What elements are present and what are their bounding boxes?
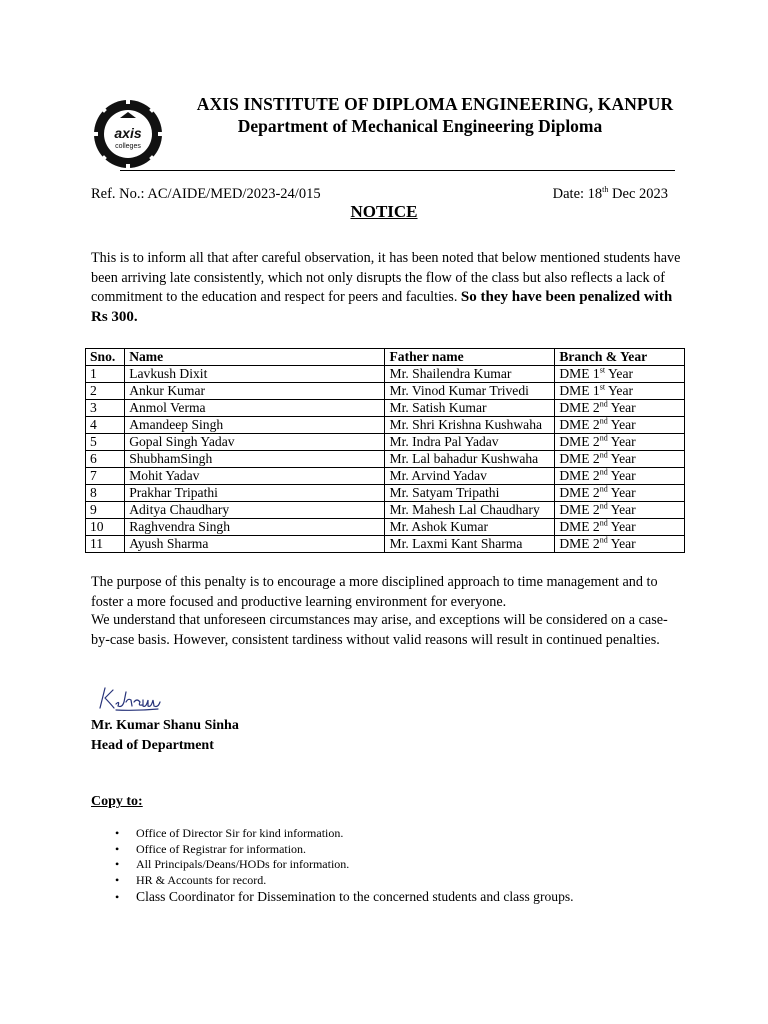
cell-name: Mohit Yadav <box>125 468 385 485</box>
handwritten-signature <box>96 684 166 712</box>
svg-text:axis: axis <box>114 125 142 141</box>
purpose-paragraph: The purpose of this penalty is to encourage a more disciplined approach to time management and to foster a more focused and productive learning environment for everyone. <box>91 574 658 610</box>
cell-father-name: Mr. Shri Krishna Kushwaha <box>385 417 555 434</box>
cell-name: Ayush Sharma <box>125 536 385 553</box>
cell-branch-year: DME 1st Year <box>555 383 685 400</box>
copy-to-item: • Office of Director Sir for kind information. <box>91 826 574 842</box>
cell-name: Prakhar Tripathi <box>125 485 385 502</box>
table-row <box>86 451 685 468</box>
signatory-name: Mr. Kumar Shanu Sinha <box>91 718 239 733</box>
cell-sno: 7 <box>86 468 125 485</box>
reference-number: Ref. No.: AC/AIDE/MED/2023-24/015 <box>91 186 321 202</box>
cell-sno: 1 <box>86 366 125 383</box>
table-row <box>86 417 685 434</box>
cell-father-name: Mr. Arvind Yadav <box>385 468 555 485</box>
copy-to-item: • Office of Registrar for information. <box>91 842 574 858</box>
table-body <box>86 366 685 553</box>
col-name: Name <box>125 349 385 366</box>
late-students-table <box>85 348 685 553</box>
table-row <box>86 536 685 553</box>
intro-paragraph: This is to inform all that after careful observation, it has been noted that below mentioned students have been arriving late consistently, which not only disrupts the flow of the class but also reflects a lack of commitment to the education and respect for peers and faculties. So they have been penalized with Rs 300. <box>91 250 681 325</box>
table-row <box>86 400 685 417</box>
cell-sno: 2 <box>86 383 125 400</box>
cell-name: Gopal Singh Yadav <box>125 434 385 451</box>
copy-to-list <box>91 826 574 906</box>
cell-name: Lavkush Dixit <box>125 366 385 383</box>
cell-father-name: Mr. Vinod Kumar Trivedi <box>385 383 555 400</box>
cell-branch-year: DME 2nd Year <box>555 417 685 434</box>
svg-text:colleges: colleges <box>115 143 141 150</box>
table-row <box>86 366 685 383</box>
institute-name: AXIS INSTITUTE OF DIPLOMA ENGINEERING, KANPUR <box>196 94 674 114</box>
table-row <box>86 519 685 536</box>
cell-father-name: Mr. Lal bahadur Kushwaha <box>385 451 555 468</box>
cell-father-name: Mr. Ashok Kumar <box>385 519 555 536</box>
cell-name: Aditya Chaudhary <box>125 502 385 519</box>
cell-name: Amandeep Singh <box>125 417 385 434</box>
cell-branch-year: DME 1st Year <box>555 366 685 383</box>
cell-branch-year: DME 2nd Year <box>555 519 685 536</box>
cell-branch-year: DME 2nd Year <box>555 468 685 485</box>
cell-branch-year: DME 2nd Year <box>555 485 685 502</box>
cell-sno: 4 <box>86 417 125 434</box>
notice-title: NOTICE <box>350 202 418 221</box>
cell-sno: 9 <box>86 502 125 519</box>
copy-to-item: • All Principals/Deans/HODs for information. <box>91 857 574 873</box>
cell-branch-year: DME 2nd Year <box>555 536 685 553</box>
cell-sno: 8 <box>86 485 125 502</box>
col-branch-year: Branch & Year <box>555 349 685 366</box>
cell-sno: 6 <box>86 451 125 468</box>
cell-branch-year: DME 2nd Year <box>555 434 685 451</box>
table-row <box>86 468 685 485</box>
cell-name: Anmol Verma <box>125 400 385 417</box>
copy-to-heading: Copy to: <box>91 794 143 809</box>
table-header-row <box>86 349 685 366</box>
signatory-title: Head of Department <box>91 738 214 753</box>
table-row <box>86 383 685 400</box>
cell-sno: 11 <box>86 536 125 553</box>
cell-branch-year: DME 2nd Year <box>555 502 685 519</box>
cell-father-name: Mr. Mahesh Lal Chaudhary <box>385 502 555 519</box>
cell-father-name: Mr. Indra Pal Yadav <box>385 434 555 451</box>
cell-father-name: Mr. Satyam Tripathi <box>385 485 555 502</box>
table-row <box>86 434 685 451</box>
copy-to-item: • Class Coordinator for Dissemination to the concerned students and class groups. <box>91 888 574 906</box>
cell-father-name: Mr. Satish Kumar <box>385 400 555 417</box>
penalty-statement: So they have been penalized with Rs 300. <box>91 289 673 325</box>
department-name: Department of Mechanical Engineering Diploma <box>237 116 603 136</box>
notice-date: Date: 18th Dec 2023 <box>552 185 668 202</box>
cell-name: ShubhamSingh <box>125 451 385 468</box>
cell-sno: 3 <box>86 400 125 417</box>
col-sno: Sno. <box>86 349 125 366</box>
cell-father-name: Mr. Shailendra Kumar <box>385 366 555 383</box>
cell-name: Raghvendra Singh <box>125 519 385 536</box>
cell-branch-year: DME 2nd Year <box>555 451 685 468</box>
exceptions-paragraph: We understand that unforeseen circumstances may arise, and exceptions will be considered on a case-by-case basis. However, consistent tardiness without valid reasons will result in continued penalties. <box>91 612 668 648</box>
cell-father-name: Mr. Laxmi Kant Sharma <box>385 536 555 553</box>
cell-branch-year: DME 2nd Year <box>555 400 685 417</box>
cell-name: Ankur Kumar <box>125 383 385 400</box>
header-divider <box>120 170 675 171</box>
cell-sno: 5 <box>86 434 125 451</box>
copy-to-item: • HR & Accounts for record. <box>91 873 574 889</box>
col-father-name: Father name <box>385 349 555 366</box>
table-row <box>86 485 685 502</box>
cell-sno: 10 <box>86 519 125 536</box>
table-row <box>86 502 685 519</box>
